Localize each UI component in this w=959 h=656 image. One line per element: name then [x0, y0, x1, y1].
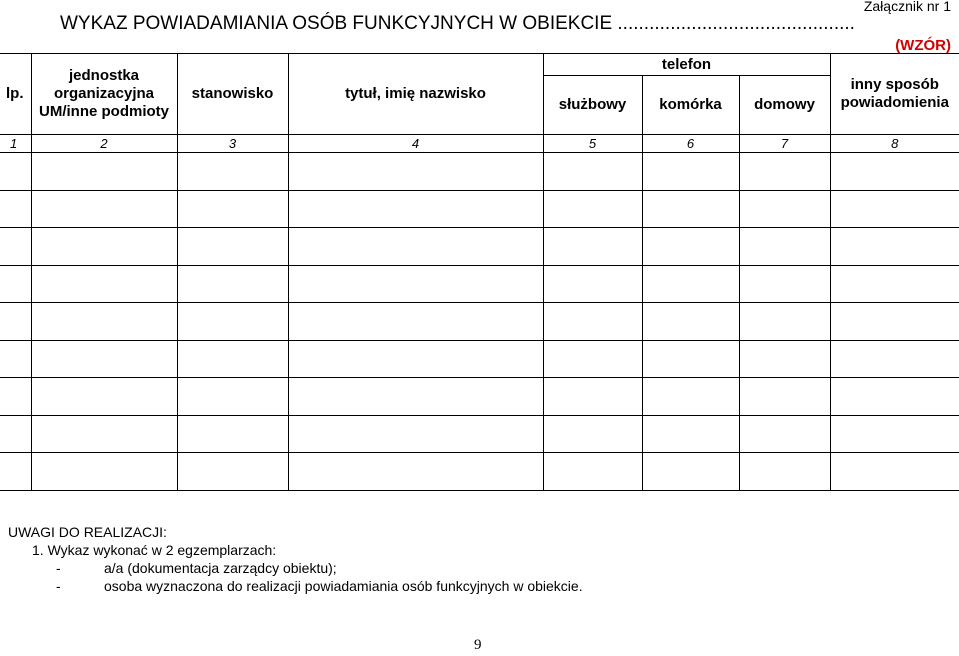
col-header-phone: telefon: [543, 54, 830, 76]
table-cell[interactable]: [543, 153, 642, 191]
table-cell[interactable]: [288, 190, 543, 228]
table-row: [0, 190, 959, 228]
table-cell[interactable]: [31, 190, 177, 228]
table-cell[interactable]: [31, 303, 177, 341]
table-cell[interactable]: [177, 265, 288, 303]
col-header-other: inny sposób powiadomienia: [830, 54, 959, 135]
table-row: [0, 415, 959, 453]
col-header-lp: lp.: [0, 54, 31, 135]
table-row: [0, 228, 959, 266]
col-header-phone-mobile: komórka: [642, 76, 739, 135]
table-row: [0, 153, 959, 191]
table-cell[interactable]: [31, 153, 177, 191]
table-cell[interactable]: [177, 415, 288, 453]
table-cell[interactable]: [642, 415, 739, 453]
table-cell[interactable]: [177, 190, 288, 228]
bullet-dash: -: [56, 578, 61, 594]
notes-heading: UWAGI DO REALIZACJI:: [8, 524, 167, 540]
table-row: [0, 303, 959, 341]
table-cell[interactable]: [177, 228, 288, 266]
table-cell[interactable]: [830, 378, 959, 416]
table-cell[interactable]: [0, 378, 31, 416]
table-cell[interactable]: [543, 415, 642, 453]
attachment-label: Załącznik nr 1: [863, 0, 951, 14]
model-label: (WZÓR): [895, 37, 951, 54]
table-cell[interactable]: [31, 415, 177, 453]
table-cell[interactable]: [642, 190, 739, 228]
table-cell[interactable]: [177, 378, 288, 416]
table-cell[interactable]: [0, 340, 31, 378]
table-cell[interactable]: [288, 265, 543, 303]
column-number-row: [0, 135, 959, 153]
column-number: 6: [642, 135, 739, 153]
table-cell[interactable]: [0, 265, 31, 303]
table-cell[interactable]: [543, 378, 642, 416]
table-cell[interactable]: [288, 378, 543, 416]
table-cell[interactable]: [543, 453, 642, 491]
table-cell[interactable]: [830, 453, 959, 491]
table-cell[interactable]: [739, 153, 830, 191]
table-cell[interactable]: [0, 415, 31, 453]
table-cell[interactable]: [0, 190, 31, 228]
column-number: 5: [543, 135, 642, 153]
table-cell[interactable]: [0, 303, 31, 341]
table-cell[interactable]: [177, 453, 288, 491]
bullet-text: osoba wyznaczona do realizacji powiadamiania osób funkcyjnych w obiekcie.: [104, 578, 583, 594]
table-cell[interactable]: [177, 340, 288, 378]
col-header-name: tytuł, imię nazwisko: [288, 54, 543, 135]
table-cell[interactable]: [739, 303, 830, 341]
implementation-notes: [8, 523, 583, 595]
table-cell[interactable]: [642, 153, 739, 191]
column-number: 7: [739, 135, 830, 153]
column-number: 4: [288, 135, 543, 153]
table-cell[interactable]: [739, 265, 830, 303]
page-number: 9: [474, 637, 482, 653]
table-cell[interactable]: [31, 340, 177, 378]
table-cell[interactable]: [177, 303, 288, 341]
table-cell[interactable]: [31, 228, 177, 266]
table-cell[interactable]: [642, 340, 739, 378]
col-header-position: stanowisko: [177, 54, 288, 135]
table-cell[interactable]: [543, 303, 642, 341]
notification-table: [0, 53, 959, 491]
table-cell[interactable]: [288, 303, 543, 341]
column-number: 8: [830, 135, 959, 153]
table-cell[interactable]: [642, 378, 739, 416]
table-row: [0, 265, 959, 303]
table-row: [0, 340, 959, 378]
notes-bullet: [8, 577, 583, 595]
table-cell[interactable]: [177, 153, 288, 191]
notes-bullet: [8, 559, 337, 577]
table-cell[interactable]: [739, 453, 830, 491]
table-cell[interactable]: [543, 265, 642, 303]
table-cell[interactable]: [739, 190, 830, 228]
col-header-phone-home: domowy: [739, 76, 830, 135]
column-number: 3: [177, 135, 288, 153]
table-cell[interactable]: [31, 453, 177, 491]
table-cell[interactable]: [830, 228, 959, 266]
table-cell[interactable]: [642, 265, 739, 303]
table-cell[interactable]: [288, 228, 543, 266]
table-cell[interactable]: [739, 378, 830, 416]
table-cell[interactable]: [288, 415, 543, 453]
col-header-unit: jednostka organizacyjna UM/inne podmioty: [31, 54, 177, 135]
table-cell[interactable]: [0, 153, 31, 191]
table-cell[interactable]: [0, 228, 31, 266]
table-cell[interactable]: [830, 190, 959, 228]
column-number: 1: [0, 135, 31, 153]
bullet-text: a/a (dokumentacja zarządcy obiektu);: [104, 560, 337, 576]
table-cell[interactable]: [543, 190, 642, 228]
table-cell[interactable]: [288, 340, 543, 378]
table-cell[interactable]: [830, 153, 959, 191]
table-cell[interactable]: [288, 153, 543, 191]
document-title: WYKAZ POWIADAMIANIA OSÓB FUNKCYJNYCH W OBIEKCIE .............................................: [60, 13, 855, 34]
table-cell[interactable]: [543, 340, 642, 378]
table-cell[interactable]: [642, 228, 739, 266]
table-cell[interactable]: [31, 378, 177, 416]
bullet-dash: -: [56, 560, 61, 576]
notes-item-1: 1. Wykaz wykonać w 2 egzemplarzach:: [32, 542, 277, 558]
table-cell[interactable]: [830, 303, 959, 341]
table-cell[interactable]: [830, 340, 959, 378]
table-cell[interactable]: [31, 265, 177, 303]
table-cell[interactable]: [830, 265, 959, 303]
table-row: [0, 378, 959, 416]
header-row-1: [0, 54, 959, 76]
col-header-phone-work: służbowy: [543, 76, 642, 135]
table-cell[interactable]: [739, 228, 830, 266]
table-cell[interactable]: [739, 340, 830, 378]
table-cell[interactable]: [0, 453, 31, 491]
table-cell[interactable]: [288, 453, 543, 491]
table-cell[interactable]: [642, 453, 739, 491]
table-cell[interactable]: [830, 415, 959, 453]
column-number: 2: [31, 135, 177, 153]
table-cell[interactable]: [642, 303, 739, 341]
table-row: [0, 453, 959, 491]
table-cell[interactable]: [543, 228, 642, 266]
table-cell[interactable]: [739, 415, 830, 453]
